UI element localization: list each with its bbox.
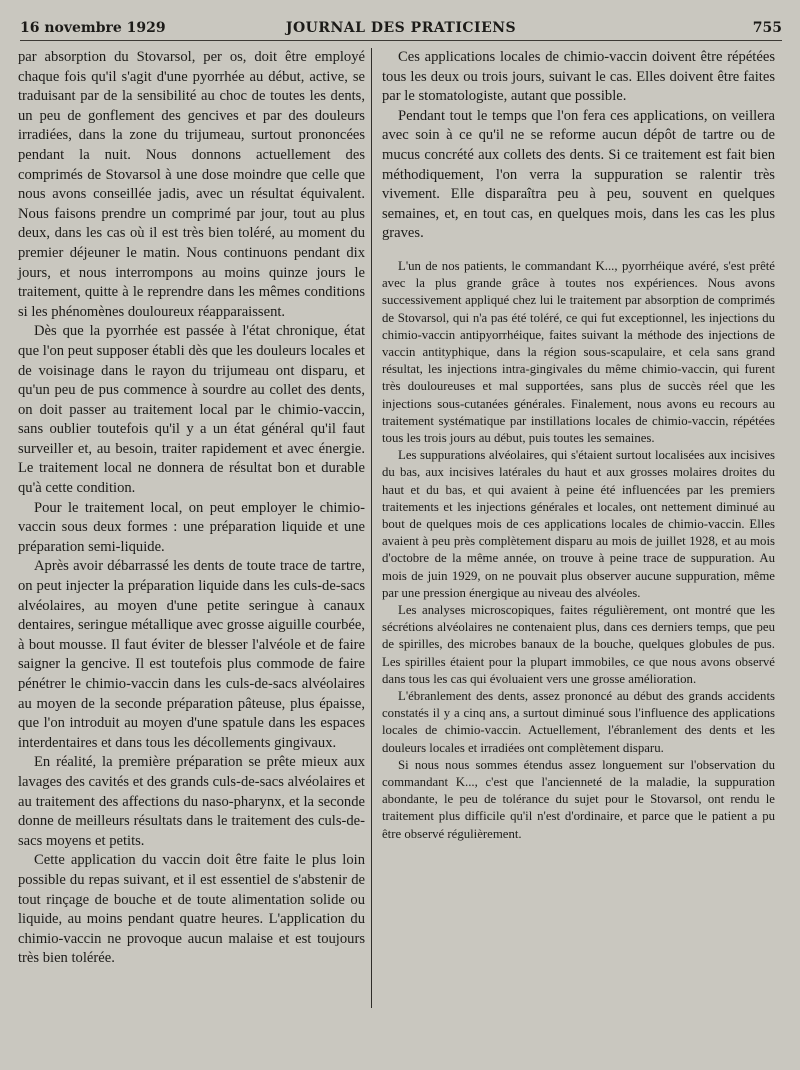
paragraph: Ces applications locales de chimio-vaccin doivent être répétées tous les deux ou trois jours, suivant le cas. Elles doivent être faites par le stomatologiste, autant que possible. [382,49,775,105]
paragraph: Si nous nous sommes étendus assez longuement sur l'observation du commandant K..., c'est que l'ancienneté de la maladie, la suppuration abondante, le peu de tolérance du sujet pour le Stovarsol, ont rendu le traitement plus difficile qu'il n'est d'ordinaire, et parce que le patient a pu être observé régulièrement. [382,757,775,841]
paragraph: Cette application du vaccin doit être faite le plus loin possible du repas suivant, et il est essentiel de s'abstenir de tout rinçage de bouche et de toute alimentation solide ou liquide, au moins pendant quatre heures. L'application du chimio-vaccin ne provoque aucun malaise et est toujours très bien tolérée. [18,852,365,967]
paragraph: En réalité, la première préparation se prête mieux aux lavages des cavités et des grands culs-de-sacs alvéolaires et au traitement des affections du naso-pharynx, et la seconde donne de meilleurs résultats dans le traitement des culs-de-sacs moyens et petits. [18,754,365,849]
left-column [18,48,365,969]
paragraph: L'ébranlement des dents, assez prononcé au début des grands accidents constatés il y a cinq ans, a surtout diminué sous l'influence des applications locales de chimio-vaccin. Actuellement, l'ébranlement des dents et les douleurs locales et irradiées ont complètement disparu. [382,689,775,755]
paragraph: Pour le traitement local, on peut employer le chimio-vaccin sous deux formes : une préparation liquide et une préparation semi-liquide. [18,499,365,555]
journal-title: JOURNAL DES PRATICIENS [285,20,517,36]
paragraph: Dès que la pyorrhée est passée à l'état chronique, état que l'on peut supposer établi dès que les douleurs locales et de voisinage dans le rayon du trijumeau ont disparu, et qu'un peu de pus commence à sourdre au collet des dents, on doit passer au traitement local par le chimio-vaccin, sans oublier toutefois qu'il y a un état général qu'il faut surveiller et, au besoin, traiter rapidement et avec énergie. Le traitement local ne donnera de résultat bon et durable qu'à cette condition. [18,323,365,497]
column-divider [371,48,372,1008]
issue-date: 16 novembre 1929 [20,20,166,36]
paragraph: Après avoir débarrassé les dents de toute trace de tartre, on peut injecter la préparation liquide dans les culs-de-sacs alvéolaires, au moyen d'une petite seringue à canaux dentaires, seringue métallique avec grosse aiguille courbée, à bout mousse. Il faut éviter de blesser l'alvéole et de faire saigner la gencive. Il est toutefois plus commode de faire pénétrer le chimio-vaccin dans les culs-de-sacs alvéolaires au moyen de la seconde préparation pâteuse, plus épaisse, que l'on introduit au moyen d'une spatule dans les espaces interdentaires et dans tous les décollements gingivaux. [18,558,365,751]
page-header [20,18,782,41]
page-number: 755 [752,20,782,36]
case-observation [382,258,775,843]
paragraph: Pendant tout le temps que l'on fera ces applications, on veillera avec soin à ce qu'il ne se reforme aucun dépôt de tartre ou de mucus concrété aux collets des dents. Si ce traitement est fait bien méthodiquement, l'on verra la suppuration se ralentir très vivement. Elle disparaîtra peu à peu, souvent en quelques semaines, et, en tout cas, en quelques mois, dans les cas les plus graves. [382,107,775,242]
paragraph: L'un de nos patients, le commandant K..., pyorrhéique avéré, s'est prêté avec la plus grande grâce à toutes nos expériences. Nous avons successivement appliqué chez lui le traitement par absorption de comprimés de Stovarsol, qui n'a pas été toléré, ce qui fut exceptionnel, les injections du chimio-vaccin antipyorrhéique, faites suivant la méthode des injections de vaccin antityphique, dans la région sous-scapulaire, et cela sans grand résultat, les injections intra-gingivales du même chimio-vaccin, qui furent très douloureuses et mal supportées, sans plus de succès réel que les injections sous-cutanées générales. Finalement, nous avons eu recours au traitement systématique par instillations locales de chimio-vaccin, répétées tous les trois jours au début, puis toutes les semaines. [382,258,775,445]
paragraph: Les suppurations alvéolaires, qui s'étaient surtout localisées aux incisives du bas, aux incisives latérales du haut et aux grosses molaires droites du haut et du bas, et qui avaient à peine été influencées par les premiers traitements et les injections générales et locales, ont nettement diminué au bout de quelques mois de ces applications locales de chimio-vaccin. Elles avaient à peu près complètement disparu au mois de juillet 1928, et au mois d'octobre de la même année, on trouve à peine trace de suppuration. Au mois de juin 1929, on ne pouvait plus observer aucune suppuration, même par une pression énergique au niveau des alvéoles. [382,448,775,600]
paragraph: par absorption du Stovarsol, per os, doit être employé chaque fois qu'il s'agit d'une pyorrhée au début, active, se traduisant par de la sensibilité au choc de toutes les dents, un peu de gonflement des gencives et par des douleurs irradiées, dans la zone du trijumeau, surtout prononcées pendant la nuit. Nous donnons actuellement des comprimés de Stovarsol à une dose moindre que celle que nous avons conseillée jadis, avec un résultat équivalent. Nous faisons prendre un comprimé par jour, tout au plus deux, dans les cas où il est très bien toléré, au moment du premier déjeuner le matin. Nous continuons pendant dix jours, et nous interrompons au moins quinze jours le traitement, quitte à le reprendre dans les mêmes conditions si les phénomènes douloureux réapparaissent. [18,49,365,320]
right-column [382,48,775,843]
paragraph: Les analyses microscopiques, faites régulièrement, ont montré que les sécrétions alvéolaires ne contenaient plus, dans ces derniers temps, que peu de spirilles, des microbes banaux de la bouche, quelques globules de pus. Les spirilles étaient pour la plupart immobiles, ce que nous avons observé dans tous les cas qui évoluaient vers une grosse amélioration. [382,603,775,686]
section-spacer [382,244,775,258]
